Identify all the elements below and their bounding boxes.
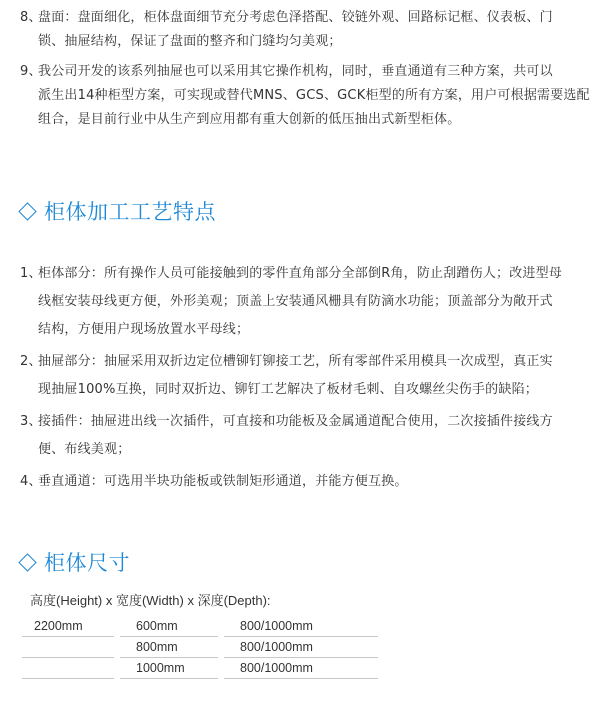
list-item-9-line-2: 派生出14种柜型方案，可实现或替代MNS、GCS、GCK柜型的所有方案，用户可根据需要选配 (38, 88, 590, 103)
diamond-icon (18, 202, 36, 220)
list-item-8-line-1: 8、盘面：盘面细化，柜体盘面细节充分考虑色泽搭配、铰链外观、回路标记框、仪表板、门 (20, 10, 553, 25)
list-item-9-line-3: 组合，是目前行业中从生产到应用都有重大创新的低压抽出式新型柜体。 (38, 112, 461, 127)
list-item-3-line-1: 3、接插件：抽屉进出线一次插件，可直接和功能板及金属通道配合使用，二次接插件接线方 (20, 414, 553, 429)
dimensions-table (22, 616, 378, 679)
list-item-2-line-1: 2、抽屉部分：抽屉采用双折边定位槽铆钉铆接工艺，所有零部件采用模具一次成型，真正实 (20, 354, 553, 369)
depth-cell: 800/1000mm (224, 616, 378, 637)
diamond-icon (18, 553, 36, 571)
section-heading-dimensions (18, 547, 130, 577)
list-item-4-line-1: 4、垂直通道：可选用半块功能板或铁制矩形通道，并能方便互换。 (20, 474, 408, 489)
height-cell: 2200mm (22, 616, 114, 637)
width-cell: 600mm (120, 616, 218, 637)
height-cell (22, 658, 114, 679)
section-heading-process (18, 196, 216, 226)
list-item-3-line-2: 便、布线美观； (38, 442, 131, 457)
depth-cell: 800/1000mm (224, 658, 378, 679)
list-item-1-line-1: 1、柜体部分：所有操作人员可能接触到的零件直角部分全部倒R角，防止刮蹭伤人；改进型母 (20, 266, 563, 281)
heading-text: 柜体加工工艺特点 (44, 200, 216, 224)
table-row (22, 658, 378, 679)
section1-list (0, 6, 588, 132)
depth-cell: 800/1000mm (224, 637, 378, 658)
table-row (22, 616, 378, 637)
heading-text: 柜体尺寸 (44, 551, 130, 575)
width-cell: 800mm (120, 637, 218, 658)
list-item-8-line-2: 锁、抽屉结构，保证了盘面的整齐和门缝均匀美观； (38, 34, 342, 49)
width-cell: 1000mm (120, 658, 218, 679)
list-item-1-line-2: 线框安装母线更方便，外形美观；顶盖上安装通风栅具有防滴水功能；顶盖部分为敞开式 (38, 294, 553, 309)
list-item-2-line-2: 现抽屉100%互换，同时双折边、铆钉工艺解决了板材毛刺、自攻螺丝尖伤手的缺陷； (38, 382, 538, 397)
list-item-1-line-3: 结构，方便用户现场放置水平母线； (38, 322, 250, 337)
table-row (22, 637, 378, 658)
height-cell (22, 637, 114, 658)
section2-list (0, 262, 588, 494)
list-item-9-line-1: 9、我公司开发的该系列抽屉也可以采用其它操作机构，同时，垂直通道有三种方案，共可以 (20, 64, 553, 79)
dimensions-caption: 高度(Height) x 宽度(Width) x 深度(Depth): (30, 593, 271, 608)
